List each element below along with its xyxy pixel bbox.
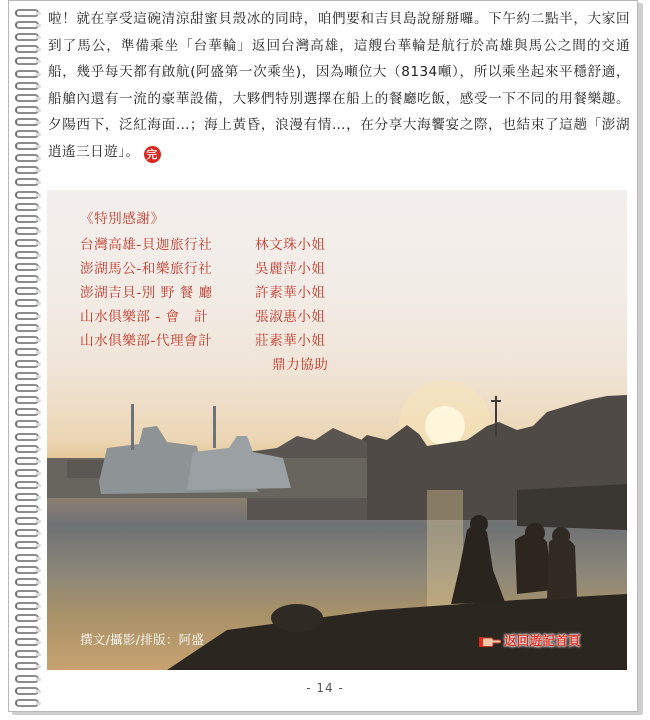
spiral-ring-icon xyxy=(15,251,39,259)
spiral-ring-icon xyxy=(15,263,39,271)
spiral-ring-icon xyxy=(15,130,39,138)
spiral-ring-icon xyxy=(15,554,39,562)
thanks-row xyxy=(80,233,328,257)
spiral-ring-icon xyxy=(15,541,39,549)
spiral-ring-icon xyxy=(15,21,39,29)
spiral-ring-icon xyxy=(15,396,39,404)
spiral-ring-icon xyxy=(15,154,39,162)
spiral-ring-icon xyxy=(15,590,39,598)
spiral-ring-icon xyxy=(15,578,39,586)
spiral-ring-icon xyxy=(15,227,39,235)
thanks-person: 吳麗萍小姐 xyxy=(255,261,326,277)
thanks-heading: 《特別感謝》 xyxy=(80,211,165,227)
spiral-ring-icon xyxy=(15,33,39,41)
spiral-ring-icon xyxy=(15,166,39,174)
spiral-ring-icon xyxy=(15,638,39,646)
thanks-assist: 鼎力協助 xyxy=(272,357,329,373)
spiral-ring-icon xyxy=(15,602,39,610)
spiral-ring-icon xyxy=(15,408,39,416)
thanks-org: 台灣高雄-貝迦旅行社 xyxy=(80,237,213,253)
spiral-ring-icon xyxy=(15,348,39,356)
spiral-ring-icon xyxy=(15,287,39,295)
thanks-person: 林文珠小姐 xyxy=(255,237,326,253)
spiral-ring-icon xyxy=(15,433,39,441)
thanks-org: 澎湖吉貝-別 野 餐 廳 xyxy=(80,285,213,301)
article-body xyxy=(48,6,630,166)
spiral-ring-icon xyxy=(15,324,39,332)
spiral-ring-icon xyxy=(15,699,39,707)
spiral-ring-icon xyxy=(15,94,39,102)
spiral-ring-icon xyxy=(15,312,39,320)
thanks-person: 莊素華小姐 xyxy=(255,333,326,349)
thanks-row xyxy=(80,305,328,329)
spiral-ring-icon xyxy=(15,45,39,53)
spiral-ring-icon xyxy=(15,215,39,223)
back-to-travel-index-link[interactable] xyxy=(479,631,581,649)
spiral-ring-icon xyxy=(15,9,39,17)
spiral-ring-icon xyxy=(15,203,39,211)
article-body-text: 啦！就在享受這碗清涼甜蜜貝殼冰的同時，咱們要和吉貝島說掰掰囉。下午約二點半，大家回到了馬公，準備乘坐「台華輪」返回台灣高雄，這艘台華輪是航行於高雄與馬公之間的交通船，幾乎每天都有啟航(阿盛第一次乘坐)，因為噸位大（8134噸），所以乘坐起來平穩舒適，船艙內還有一流的豪華設備，大夥們特別選擇在船上的餐廳吃飯，感受一下不同的用餐樂趣。夕陽西下，泛紅海面…；海上黃昏，浪漫有情…，在分享大海饗宴之際，也結束了這趟「澎湖逍遙三日遊」。 xyxy=(48,11,630,160)
spiral-binding xyxy=(9,5,45,711)
spiral-ring-icon xyxy=(15,662,39,670)
spiral-ring-icon xyxy=(15,626,39,634)
spiral-ring-icon xyxy=(15,481,39,489)
spiral-ring-icon xyxy=(15,336,39,344)
spiral-ring-icon xyxy=(15,118,39,126)
thanks-row xyxy=(80,329,328,353)
spiral-ring-icon xyxy=(15,82,39,90)
end-mark-icon: 完 xyxy=(144,146,161,163)
spiral-ring-icon xyxy=(15,239,39,247)
thanks-person: 許素華小姐 xyxy=(255,285,326,301)
spiral-ring-icon xyxy=(15,142,39,150)
spiral-ring-icon xyxy=(15,493,39,501)
author-credit: 撰文/攝影/排版：阿盛 xyxy=(80,632,205,647)
spiral-ring-icon xyxy=(15,457,39,465)
back-link-label: 返回遊記首頁 xyxy=(504,633,581,648)
thanks-org: 澎湖馬公-和樂旅行社 xyxy=(80,261,213,277)
thanks-person: 張淑惠小姐 xyxy=(255,309,326,325)
spiral-ring-icon xyxy=(15,566,39,574)
spiral-ring-icon xyxy=(15,614,39,622)
spiral-ring-icon xyxy=(15,529,39,537)
spiral-ring-icon xyxy=(15,372,39,380)
special-thanks xyxy=(80,207,328,377)
spiral-ring-icon xyxy=(15,70,39,78)
spiral-ring-icon xyxy=(15,299,39,307)
spiral-ring-icon xyxy=(15,517,39,525)
pointing-hand-icon xyxy=(479,633,501,647)
spiral-ring-icon xyxy=(15,505,39,513)
spiral-ring-icon xyxy=(15,57,39,65)
spiral-ring-icon xyxy=(15,275,39,283)
thanks-row xyxy=(80,257,328,281)
thanks-org: 山水俱樂部-代理會計 xyxy=(80,333,213,349)
spiral-ring-icon xyxy=(15,445,39,453)
spiral-ring-icon xyxy=(15,469,39,477)
page-number: - 14 - xyxy=(306,681,344,695)
spiral-ring-icon xyxy=(15,650,39,658)
spiral-ring-icon xyxy=(15,360,39,368)
spiral-ring-icon xyxy=(15,384,39,392)
spiral-ring-icon xyxy=(15,420,39,428)
spiral-ring-icon xyxy=(15,178,39,186)
thanks-row xyxy=(80,281,328,305)
spiral-ring-icon xyxy=(15,106,39,114)
thanks-org: 山水俱樂部 - 會 計 xyxy=(80,309,209,325)
spiral-ring-icon xyxy=(15,191,39,199)
